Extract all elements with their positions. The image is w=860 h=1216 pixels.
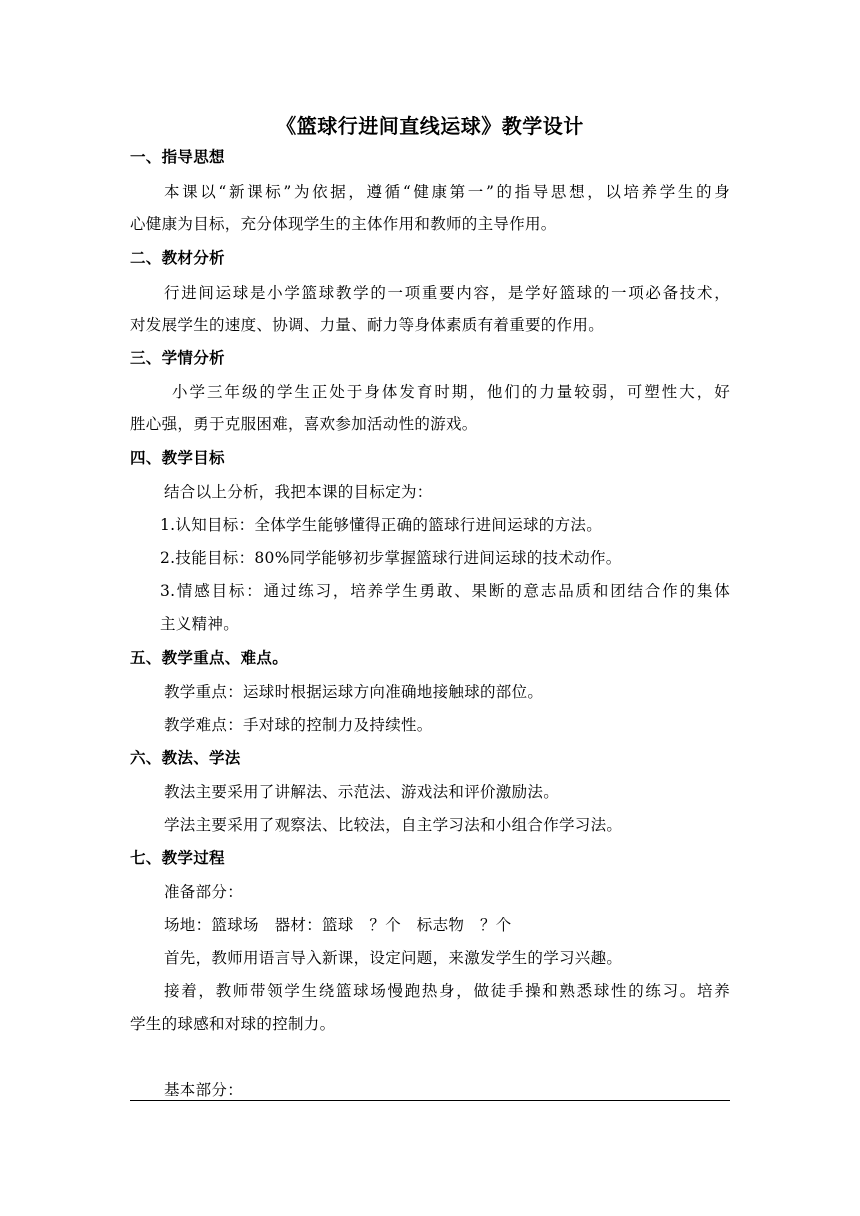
- paragraph-line: 基本部分：: [164, 1081, 244, 1099]
- paragraph-line: 教法主要采用了讲解法、示范法、游戏法和评价激励法。: [164, 783, 560, 801]
- page-bottom-rule: [130, 1100, 730, 1101]
- paragraph-line: 学法主要采用了观察法、比较法，自主学习法和小组合作学习法。: [164, 816, 623, 834]
- section-heading-key-points: 五、教学重点、难点。: [130, 649, 289, 667]
- paragraph-line: 小学三年级的学生正处于身体发育时期，他们的力量较弱，可塑性大，好: [172, 383, 730, 401]
- paragraph-line: 对发展学生的速度、协调、力量、耐力等身体素质有着重要的作用。: [130, 316, 605, 334]
- paragraph-line: 行进间运球是小学篮球教学的一项重要内容，是学好篮球的一项必备技术，: [164, 284, 730, 302]
- paragraph-line: 结合以上分析，我把本课的目标定为：: [164, 483, 433, 501]
- paragraph-line: 本课以“新课标”为依据，遵循“健康第一”的指导思想，以培养学生的身: [164, 183, 730, 201]
- paragraph-line: 学生的球感和对球的控制力。: [130, 1015, 336, 1033]
- paragraph-line: 准备部分：: [164, 883, 244, 901]
- paragraph-line: 心健康为目标，充分体现学生的主体作用和教师的主导作用。: [130, 215, 557, 233]
- venue-equipment-line: 场地：篮球场 器材：篮球 ？个 标志物 ？个: [164, 916, 512, 934]
- section-heading-teaching-process: 七、教学过程: [130, 849, 225, 867]
- goal-item-emotional: 3.情感目标：通过练习，培养学生勇敢、果断的意志品质和团结合作的集体: [160, 582, 730, 600]
- section-heading-teaching-goals: 四、教学目标: [130, 449, 225, 467]
- paragraph-line: 主义精神。: [160, 615, 240, 633]
- difficulty-line: 教学难点：手对球的控制力及持续性。: [164, 716, 433, 734]
- paragraph-line: 胜心强，勇于克服困难，喜欢参加活动性的游戏。: [130, 415, 478, 433]
- goal-item-skill: 2.技能目标：80%同学能够初步掌握篮球行进间运球的技术动作。: [160, 549, 622, 567]
- section-heading-material-analysis: 二、教材分析: [130, 249, 225, 267]
- goal-item-cognitive: 1.认知目标：全体学生能够懂得正确的篮球行进间运球的方法。: [160, 516, 602, 534]
- paragraph-line: 接着，教师带领学生绕篮球场慢跑热身，做徒手操和熟悉球性的练习。培养: [164, 982, 730, 1000]
- section-heading-guiding-ideology: 一、指导思想: [130, 148, 225, 166]
- paragraph-line: 首先，教师用语言导入新课，设定问题，来激发学生的学习兴趣。: [164, 949, 623, 967]
- key-point-line: 教学重点：运球时根据运球方向准确地接触球的部位。: [164, 683, 544, 701]
- document-title: 《篮球行进间直线运球》教学设计: [276, 114, 584, 138]
- section-heading-student-analysis: 三、学情分析: [130, 349, 225, 367]
- section-heading-methods: 六、教法、学法: [130, 749, 241, 767]
